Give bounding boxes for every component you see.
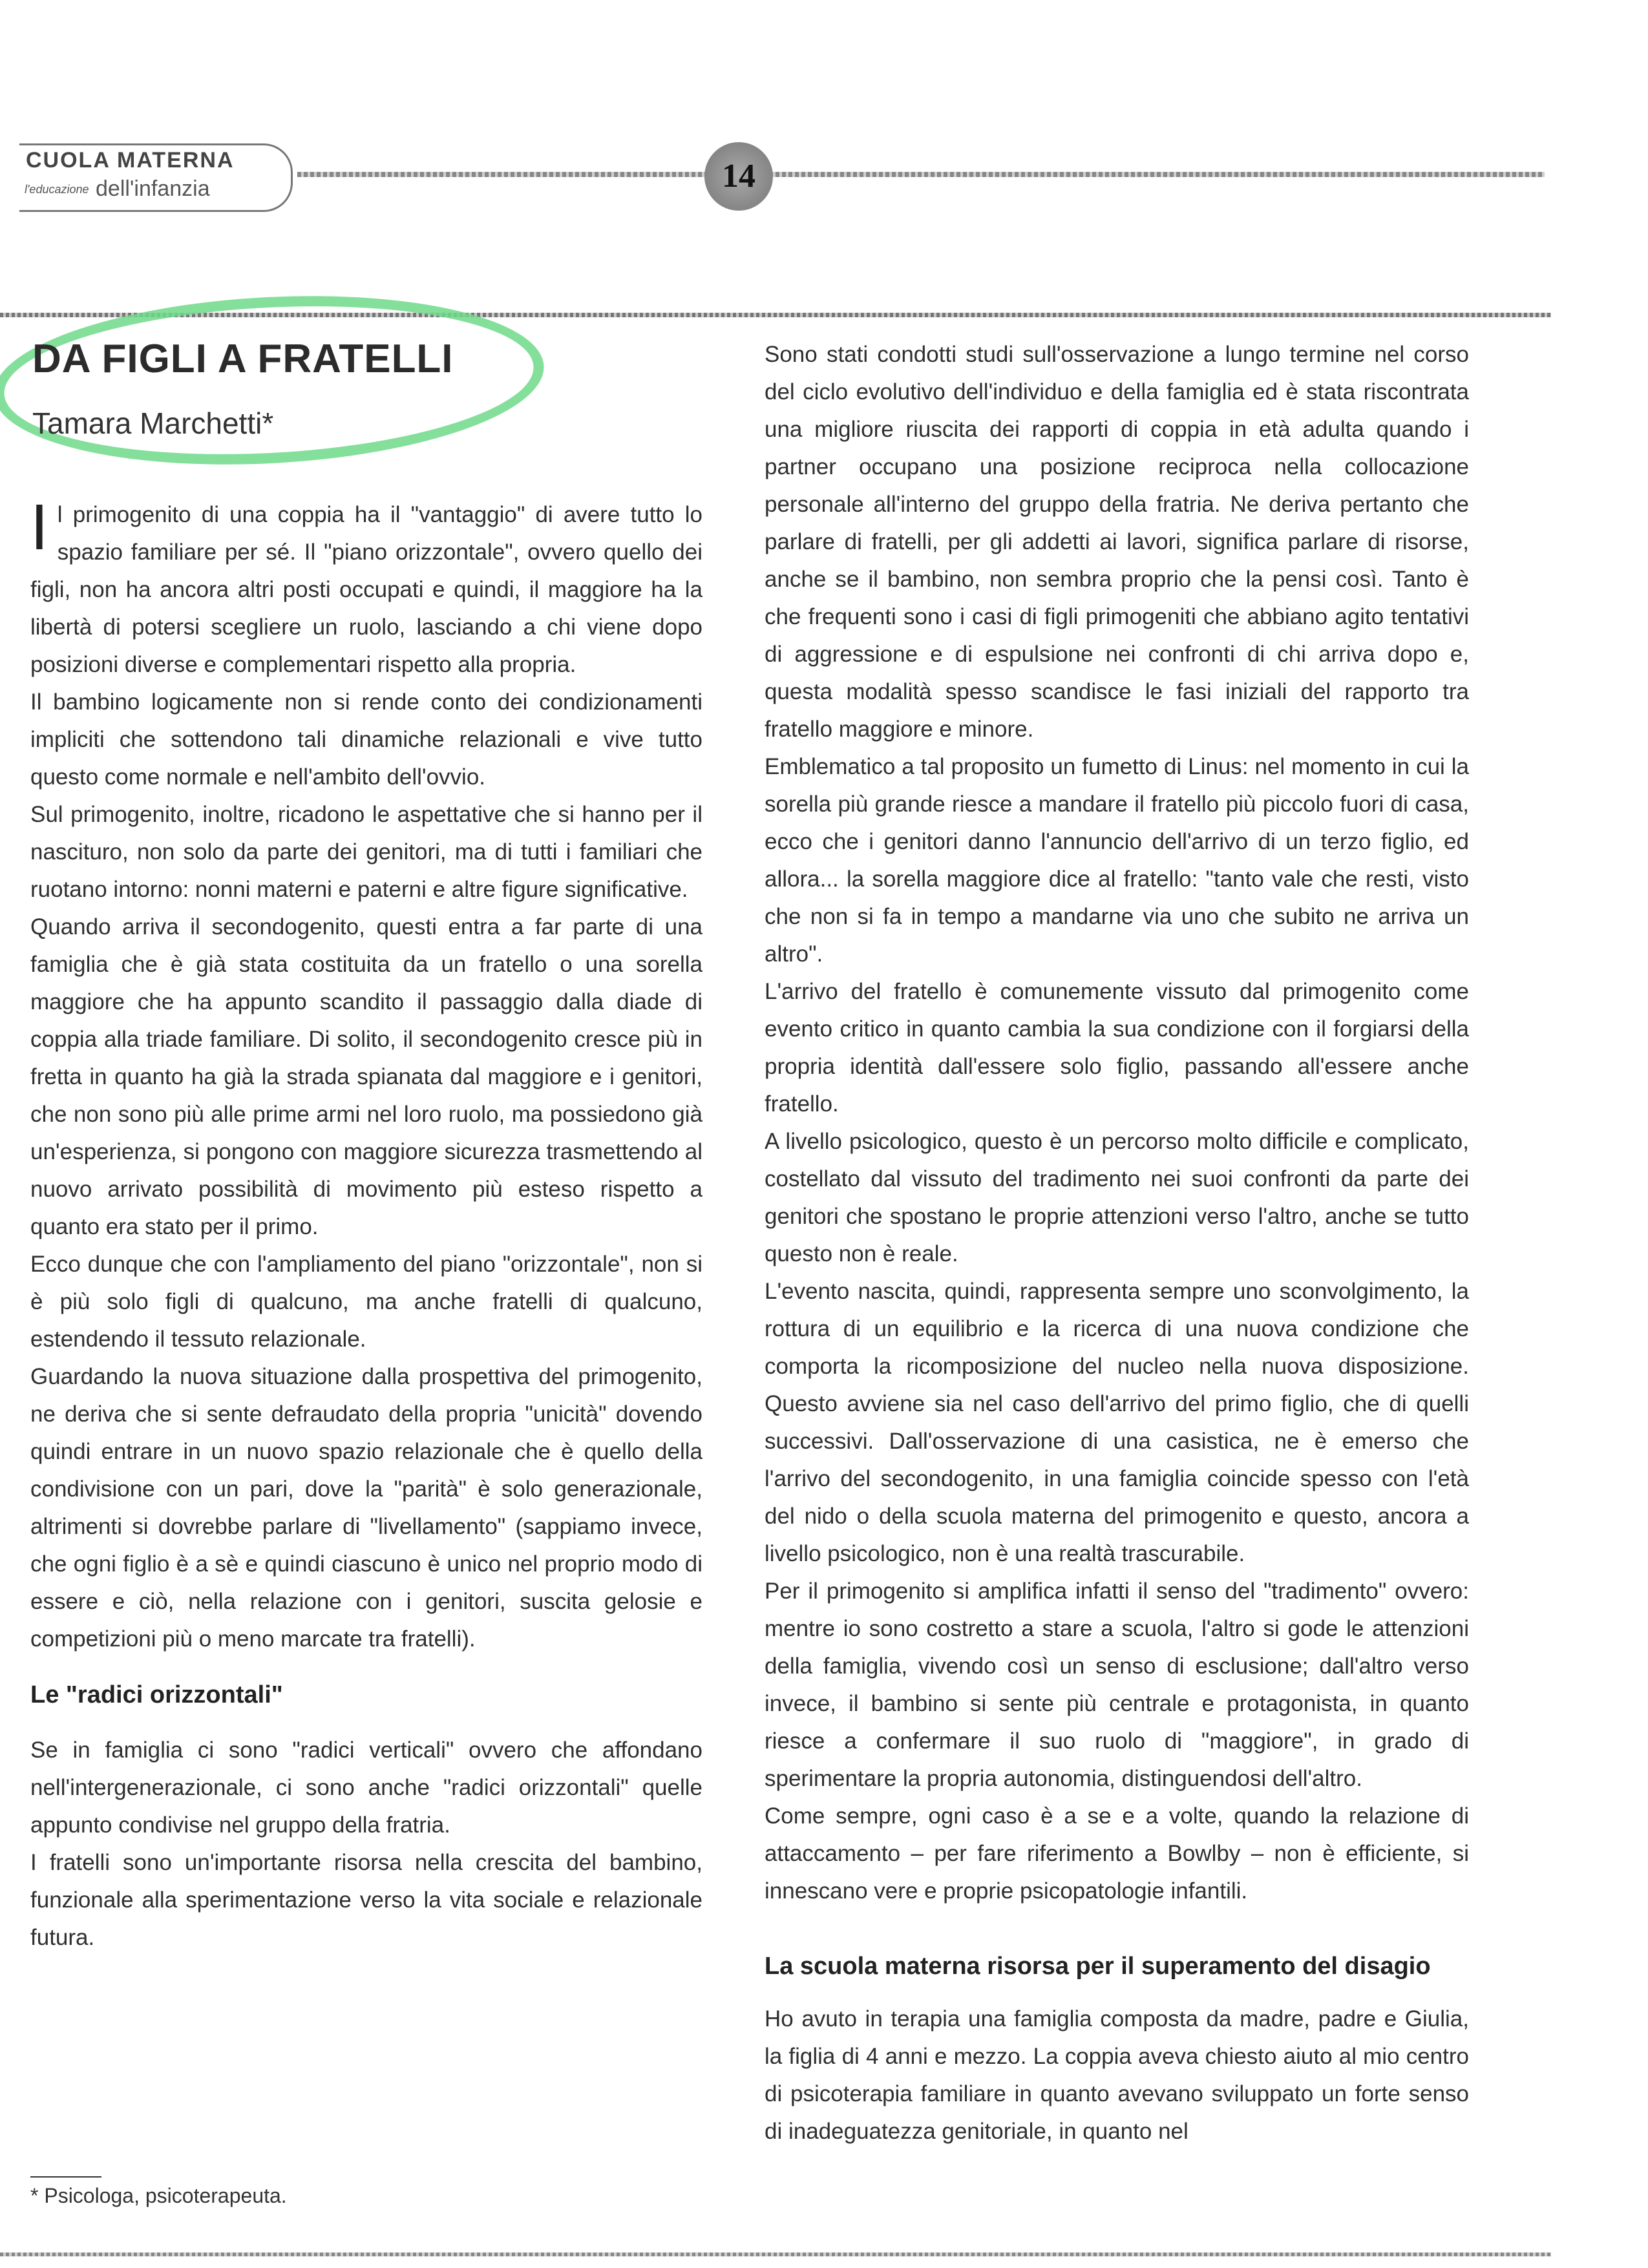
paragraph: Come sempre, ogni caso è a se e a volte, quando la relazione di attaccamento – per fare riferimento a Bowlby – non è efficiente, si innescano vere e proprie psicopatologie infantili. — [765, 1803, 1469, 1904]
paragraph: Per il primogenito si amplifica infatti il senso del "tradimento" ovvero: mentre io sono costretto a stare a scuola, l'altro si gode le attenzioni della famiglia, vivendo così un senso di esclusione; dall'altro verso invece, il bambino si sente più centrale e protagonista, in quanto riesce a confermare il suo ruolo di "maggiore", in grado di sperimentare la propria autonomia, distinguendosi dell'altro. — [765, 1579, 1469, 1791]
paragraph: A livello psicologico, questo è un percorso molto difficile e complicato, costellato dal vissuto del tradimento nei suoi confronti da parte dei genitori che spostano le proprie attenzioni verso l'altro, anche se tutto questo non è reale. — [765, 1129, 1469, 1266]
paragraph: Sono stati condotti studi sull'osservazione a lungo termine nel corso del ciclo evolutivo dell'individuo e della famiglia ed è stata riscontrata una migliore riuscita dei rapporti di coppia in età adulta quando i partner occupano una posizione reciproca nella collocazione personale all'interno del gruppo della fratria. Ne deriva pertanto che parlare di fratelli, per gli addetti ai lavori, significa parlare di risorse, anche se il bambino, non sembra proprio che la pensi così. Tanto è che frequenti sono i casi di figli primogeniti che abbiano agito tentativi di aggressione e di espulsione nei confronti di chi arriva dopo e, questa modalità spesso scandisce le fasi iniziali del rapporto tra fratello maggiore e minore. — [765, 342, 1469, 742]
paragraph: Ho avuto in terapia una famiglia composta da madre, padre e Giulia, la figlia di 4 anni e mezzo. La coppia aveva chiesto aiuto al mio centro di psicoterapia familiare in quanto avevano sviluppato un forte senso di inadeguatezza genitoriale, in quanto nel — [765, 2006, 1469, 2144]
paragraph: L'arrivo del fratello è comunemente vissuto dal primogenito come evento critico in quanto cambia la sua condizione con il forgiarsi della propria identità dall'essere solo figlio, passando all'essere anche fratello. — [765, 979, 1469, 1117]
magazine-logo — [19, 143, 293, 212]
drop-cap: I — [30, 491, 48, 563]
right-column — [765, 336, 1469, 2150]
logo-subtitle-small: l'educazione — [25, 183, 89, 196]
paragraph-text: l primogenito di una coppia ha il "vantaggio" di avere tutto lo spazio familiare per sé. Il "piano orizzontale", ovvero quello dei figli, non ha ancora altri posti occupati e quindi, il maggiore ha la libertà di potersi scegliere un ruolo, lasciando a chi viene dopo posizioni diverse e complementari rispetto alla propria. — [30, 502, 703, 677]
paragraph: Quando arriva il secondogenito, questi entra a far parte di una famiglia che è già stata costituita da un fratello o una sorella maggiore che ha appunto scandito il passaggio dalla diade di coppia alla triade familiare. Di solito, il secondogenito cresce più in fretta in quanto ha già la strada spianata dal maggiore e i genitori, che non sono più alle prime armi nel loro ruolo, ma possiedono già un'esperienza, si pongono con maggiore sicurezza trasmettendo al nuovo arrivato possibilità di movimento più esteso rispetto a quanto era stato per il primo. — [30, 914, 703, 1239]
header-rule — [297, 172, 1545, 177]
logo-subtitle: dell'infanzia — [96, 176, 210, 201]
paragraph: I fratelli sono un'importante risorsa nella crescita del bambino, funzionale alla sperimentazione verso la vita sociale e relazionale futura. — [30, 1850, 703, 1950]
article-title: DA FIGLI A FRATELLI — [32, 337, 454, 381]
paragraph: L'evento nascita, quindi, rappresenta sempre uno sconvolgimento, la rottura di un equilibrio e la ricerca di una nuova condizione che comporta la ricomposizione del nucleo nella nuova disposizione. Questo avviene sia nel caso dell'arrivo del primo figlio, che di quelli successivi. Dall'osservazione di una casistica, ne è emerso che l'arrivo del secondogenito, in una famiglia coincide spesso con l'età del nido o della scuola materna del primogenito e questo, ancora a livello psicologico, non è una realtà trascurabile. — [765, 1279, 1469, 1566]
footnote-rule — [30, 2176, 101, 2178]
bottom-divider — [0, 2252, 1551, 2256]
article-author: Tamara Marchetti* — [32, 406, 274, 440]
page-number: 14 — [704, 142, 773, 211]
paragraph: Se in famiglia ci sono "radici verticali" ovvero che affondano nell'intergenerazionale, ci sono anche "radici orizzontali" quelle appunto condivise nel gruppo della fratria. — [30, 1738, 703, 1838]
paragraph: Emblematico a tal proposito un fumetto di Linus: nel momento in cui la sorella più grande riesce a mandare il fratello più piccolo fuori di casa, ecco che i genitori danno l'annuncio dell'arrivo di un terzo figlio, ed allora... la sorella maggiore dice al fratello: "tanto vale che resti, visto che non si fa in tempo a mandarne via uno che subito ne arriva un altro". — [765, 754, 1469, 967]
logo-title: CUOLA MATERNA — [26, 148, 235, 173]
paragraph: Il bambino logicamente non si rende conto dei condizionamenti impliciti che sottendono tali dinamiche relazionali e vive tutto questo come normale e nell'ambito dell'ovvio. — [30, 689, 703, 790]
footnote: * Psicologa, psicoterapeuta. — [30, 2184, 287, 2207]
paragraph: Guardando la nuova situazione dalla prospettiva del primogenito, ne deriva che si sente defraudato della propria "unicità" dovendo quindi entrare in un nuovo spazio relazionale che è quello della condivisione con un pari, dove la "parità" è solo generazionale, altrimenti si dovrebbe parlare di "livellamento" (sappiamo invece, che ogni figlio è a sè e quindi ciascuno è unico nel proprio modo di essere e ciò, nella relazione con i genitori, suscita gelosie e competizioni più o meno marcate tra fratelli). — [30, 1364, 703, 1652]
paragraph: Sul primogenito, inoltre, ricadono le aspettative che si hanno per il nascituro, non solo da parte dei genitori, ma di tutti i familiari che ruotano intorno: nonni materni e paterni e altre figure significative. — [30, 802, 703, 902]
section-heading: Le "radici orizzontali" — [30, 1681, 283, 1708]
paragraph: Ecco dunque che con l'ampliamento del piano "orizzontale", non si è più solo figli di qualcuno, ma anche fratelli di qualcuno, estendendo il tessuto relazionale. — [30, 1252, 703, 1352]
paragraph — [30, 491, 703, 684]
left-column — [30, 491, 703, 1957]
section-heading: La scuola materna risorsa per il superamento del disagio — [765, 1953, 1431, 1980]
